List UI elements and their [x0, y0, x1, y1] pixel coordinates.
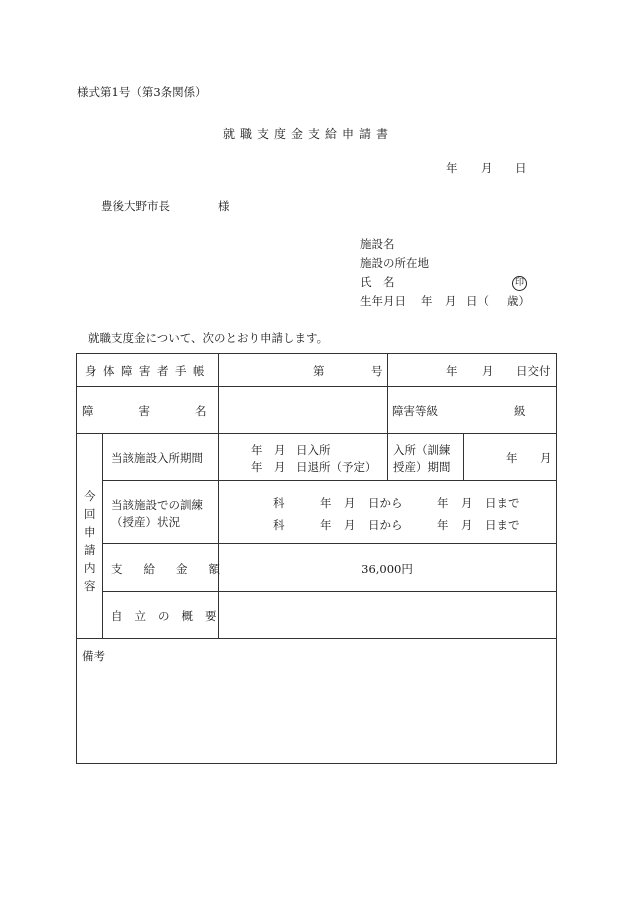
training-period-year: 年 [506, 451, 518, 465]
training-status-label-line2: （授産）状況 [111, 515, 180, 529]
exit-date-text: 日退所（予定） [296, 460, 377, 474]
page-title: 就職支度金支給申請書 [222, 127, 394, 141]
training-status-label-line1: 当該施設での訓練 [111, 498, 203, 512]
training-period-label-line1: 入所（訓練 [393, 443, 451, 457]
training-end-month: 月 [461, 518, 473, 532]
training-start-day: 日から [368, 518, 403, 532]
intro-text: 就職支度金について、次のとおり申請します。 [88, 331, 329, 345]
date-day: 日 [515, 161, 527, 175]
disability-name-label: 障害名 [82, 404, 252, 418]
birth-year: 年 [421, 294, 433, 308]
training-end-year: 年 [437, 496, 449, 510]
seal-icon: 印 [512, 276, 527, 291]
training-start-month: 月 [344, 518, 356, 532]
payment-amount-label: 支給金額 [111, 562, 241, 576]
remarks-label: 備考 [82, 649, 105, 663]
independence-summary-label: 自立の概要 [111, 609, 229, 623]
payment-amount-value: 36,000円 [361, 562, 413, 576]
exit-month: 月 [274, 460, 286, 474]
birth-day: 日（ [466, 294, 489, 308]
disability-grade-unit: 級 [514, 404, 526, 418]
birth-month: 月 [445, 294, 457, 308]
age: 歳） [507, 294, 530, 308]
training-start-month: 月 [344, 496, 356, 510]
date-year: 年 [446, 161, 458, 175]
entry-month: 月 [274, 443, 286, 457]
training-start-year: 年 [320, 518, 332, 532]
training-start-year: 年 [320, 496, 332, 510]
handbook-dai: 第 [313, 364, 325, 378]
handbook-go: 号 [371, 364, 383, 378]
issue-day: 日交付 [516, 364, 551, 378]
issue-year: 年 [446, 364, 458, 378]
facility-address-label: 施設の所在地 [360, 256, 429, 270]
stay-period-label: 当該施設入所期間 [111, 451, 203, 465]
training-end-day: 日まで [485, 518, 520, 532]
disability-grade-label: 障害等級 [392, 404, 438, 418]
exit-year: 年 [251, 460, 263, 474]
training-end-day: 日まで [485, 496, 520, 510]
training-end-month: 月 [461, 496, 473, 510]
form-number: 様式第1号（第3条関係） [77, 85, 207, 99]
issue-month: 月 [482, 364, 494, 378]
date-month: 月 [481, 161, 493, 175]
entry-date-text: 日入所 [296, 443, 331, 457]
training-period-month: 月 [540, 451, 552, 465]
training-start-day: 日から [368, 496, 403, 510]
honorific: 様 [218, 199, 230, 213]
training-course: 科 [273, 496, 285, 510]
current-application-section-label: 今回申請内容 [84, 489, 96, 593]
training-period-label-line2: 授産）期間 [393, 460, 451, 474]
facility-name-label: 施設名 [360, 237, 395, 251]
applicant-name-label: 氏 名 [360, 275, 395, 289]
birth-date-label: 生年月日 [360, 294, 406, 308]
training-course: 科 [273, 518, 285, 532]
entry-year: 年 [251, 443, 263, 457]
handbook-label: 身体障害者手帳 [85, 364, 211, 378]
training-end-year: 年 [437, 518, 449, 532]
addressee: 豊後大野市長 [101, 199, 170, 213]
